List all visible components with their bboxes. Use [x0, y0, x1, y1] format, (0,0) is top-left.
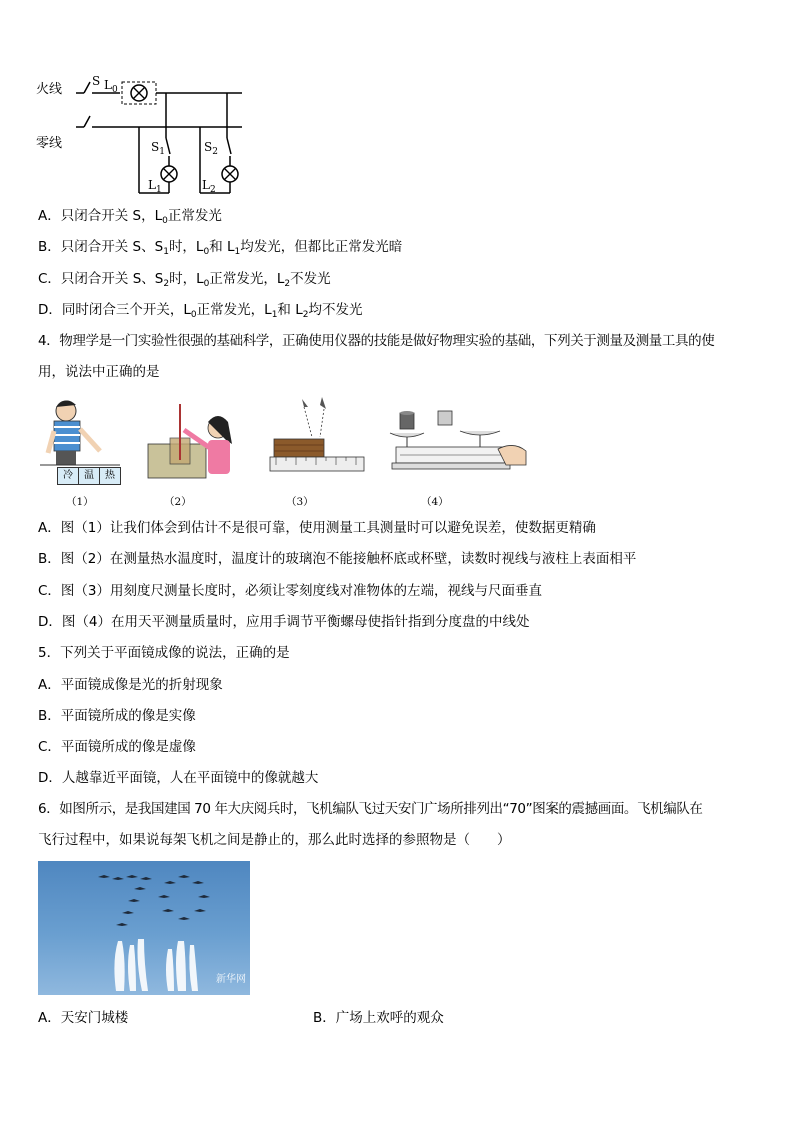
- q5-stem: 5．下列关于平面镜成像的说法，正确的是: [38, 645, 290, 661]
- q4-option-a: A．图（1）让我们体会到估计不是很可靠，使用测量工具测量时可以避免误差，使数据更精确: [38, 520, 596, 536]
- neutral-wire-label: 零线: [36, 136, 63, 151]
- q4-option-d: D．图（4）在用天平测量质量时，应用手调节平衡螺母使指针指到分度盘的中线处: [38, 614, 530, 630]
- q5-option-c: C．平面镜所成的像是虚像: [38, 739, 196, 755]
- fig1-hands-in-water: [40, 395, 120, 485]
- fig4-caption: （4）: [421, 496, 449, 508]
- live-wire-label: 火线: [36, 82, 63, 97]
- q3-option-d: D．同时闭合三个开关，$L_0$正常发光，$L_1$和 $L_2$均不发光: [38, 302, 363, 320]
- switch-s1-label: $S_1$: [151, 140, 165, 157]
- fig4-balance: [388, 405, 528, 480]
- q5-option-a: A．平面镜成像是光的折射现象: [38, 677, 223, 693]
- basin-cold: 冷: [57, 467, 79, 485]
- basin-hot: 热: [99, 467, 121, 485]
- q3-option-b: B．只闭合开关 S、$S_1$时，$L_0$和 $L_1$均发光，但都比正常发光暗: [38, 239, 403, 257]
- fig3-caption: （3）: [286, 496, 314, 508]
- q4-option-c: C．图（3）用刻度尺测量长度时，必须让零刻度线对准物体的左端，视线与尺面垂直: [38, 583, 543, 599]
- switch-s-label: S: [92, 74, 101, 88]
- q6-stem-line2: 飞行过程中，如果说每架飞机之间是静止的，那么此时选择的参照物是（ ）: [38, 832, 511, 848]
- q6-option-a: A．天安门城楼: [38, 1010, 129, 1026]
- fig3-ruler: [268, 395, 366, 480]
- q6-stem-line1: 6．如图所示，是我国建国 70 年大庆阅兵时，飞机编队飞过天安门广场所排列出“70”图案的震撼画面。飞机编队在: [38, 801, 703, 817]
- basin-warm: 温: [78, 467, 100, 485]
- parade-photo: [38, 861, 250, 995]
- q5-option-b: B．平面镜所成的像是实像: [38, 708, 196, 724]
- switch-s2-label: $S_2$: [204, 140, 218, 157]
- fig2-thermometer: [146, 400, 238, 480]
- q3-option-c: C．只闭合开关 S、$S_2$时，$L_0$正常发光，$L_2$不发光: [38, 271, 331, 289]
- circuit-diagram: [36, 72, 256, 198]
- lamp-l0-label: $L_0$: [104, 78, 118, 95]
- lamp-l2-label: $L_2$: [202, 178, 216, 195]
- fig2-caption: （2）: [164, 496, 192, 508]
- q4-stem-line1: 4．物理学是一门实验性很强的基础科学，正确使用仪器的技能是做好物理实验的基础，下列关于测量及测量工具的使: [38, 333, 715, 349]
- circuit-svg: [36, 72, 256, 198]
- lamp-l1-label: $L_1$: [148, 178, 162, 195]
- q3-option-a: A．只闭合开关 S，$L_0$正常发光: [38, 208, 222, 226]
- q5-option-d: D．人越靠近平面镜，人在平面镜中的像就越大: [38, 770, 319, 786]
- q4-option-b: B．图（2）在测量热水温度时，温度计的玻璃泡不能接触杯底或杯壁，读数时视线与液柱上表面相平: [38, 551, 637, 567]
- q4-stem-line2: 用，说法中正确的是: [38, 364, 160, 380]
- photo-watermark: 新华网: [216, 974, 246, 985]
- q6-option-b: B．广场上欢呼的观众: [313, 1010, 444, 1026]
- fig1-caption: （1）: [66, 496, 94, 508]
